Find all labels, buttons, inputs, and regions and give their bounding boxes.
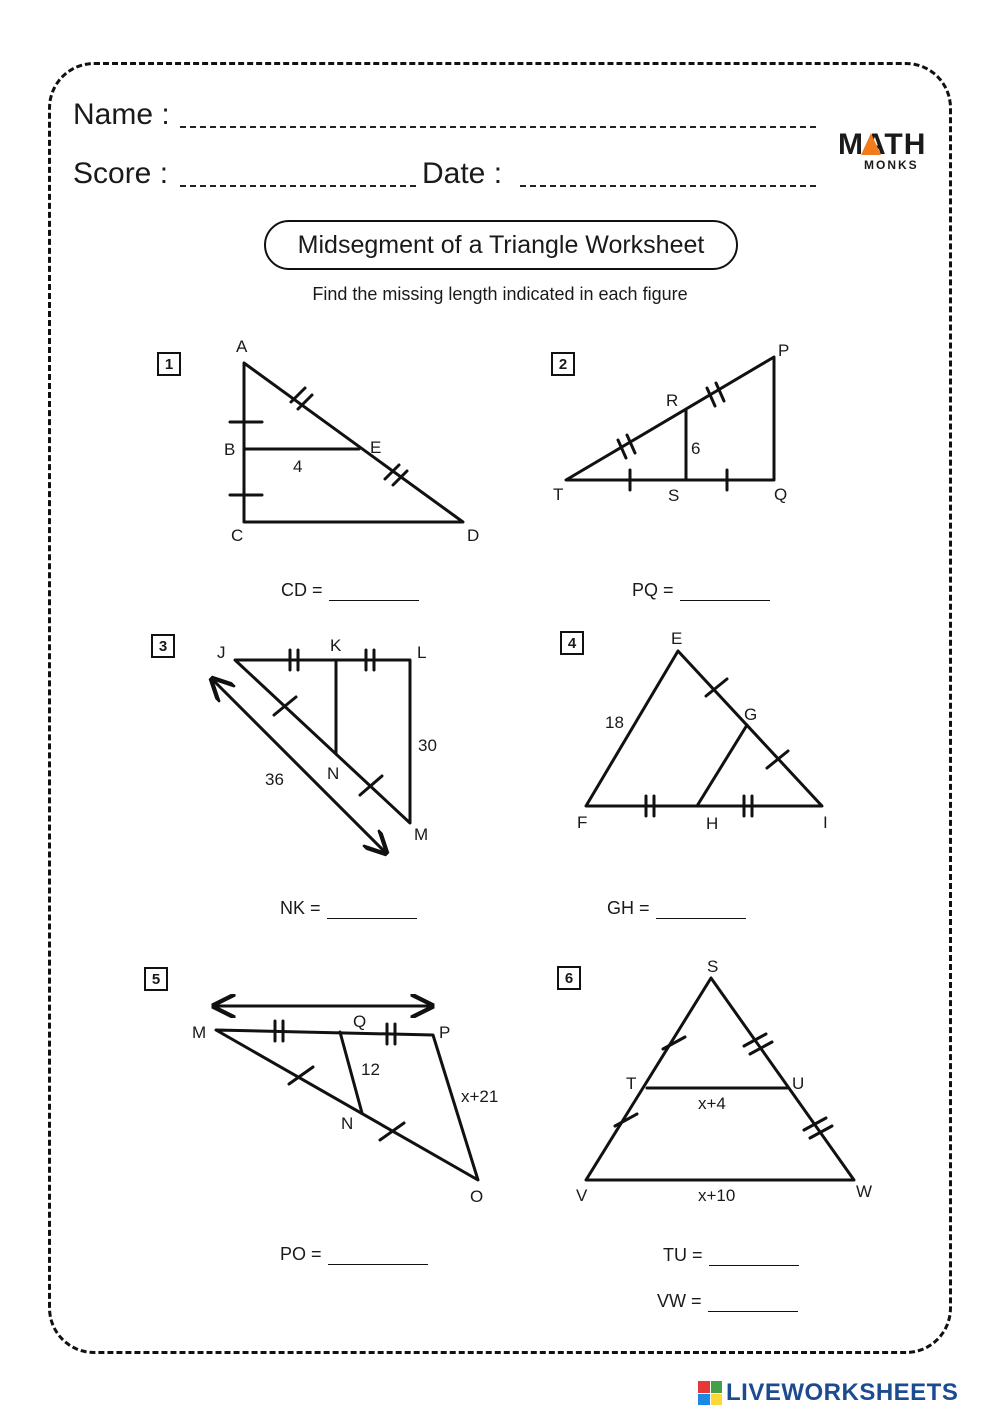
fig1-label-c: C [231, 526, 244, 545]
answer-cd: CD = [281, 580, 419, 601]
logo-sub-text: MONKS [864, 158, 919, 172]
fig3-value-lm: 30 [418, 736, 437, 755]
score-label: Score : [73, 157, 169, 190]
fig2-label-q: Q [774, 485, 788, 504]
fig6-label-u: U [792, 1074, 805, 1093]
fig2-label-s: S [668, 486, 680, 505]
fig3-label-m: M [414, 825, 429, 844]
answer-tu-input[interactable] [709, 1249, 799, 1266]
liveworksheets-text: LIVEWORKSHEETS [726, 1379, 959, 1406]
figure-3-triangle [212, 650, 410, 853]
fig5-value-qn: 12 [361, 1060, 380, 1079]
answer-vw: VW = [657, 1291, 798, 1312]
fig2-label-r: R [666, 391, 679, 410]
fig1-label-d: D [467, 526, 480, 545]
logo-main-text: MATH [838, 128, 927, 161]
fig5-label-q: Q [353, 1012, 367, 1031]
fig5-label-n: N [341, 1114, 354, 1133]
problem-number-4: 4 [560, 631, 584, 655]
fig1-label-b: B [224, 440, 236, 459]
problem-number-5: 5 [144, 967, 168, 991]
answer-pq: PQ = [632, 580, 770, 601]
fig4-label-i: I [823, 813, 828, 832]
fig2-label-t: T [553, 485, 564, 504]
worksheet-title: Midsegment of a Triangle Worksheet [264, 220, 738, 270]
fig1-label-e: E [370, 438, 382, 457]
figure-4-triangle [586, 651, 822, 816]
answer-po-input[interactable] [328, 1248, 428, 1265]
fig6-value-tu: x+4 [698, 1094, 726, 1113]
fig4-label-g: G [744, 705, 758, 724]
fig5-label-o: O [470, 1187, 484, 1206]
fig4-label-e: E [671, 629, 683, 648]
problem-number-6: 6 [557, 966, 581, 990]
fig3-label-k: K [330, 636, 342, 655]
answer-pq-input[interactable] [680, 584, 770, 601]
answer-vw-input[interactable] [708, 1295, 798, 1312]
fig5-label-p: P [439, 1023, 451, 1042]
instructions: Find the missing length indicated in each figure [312, 284, 688, 304]
name-label: Name : [73, 98, 170, 131]
fig5-label-m: M [192, 1023, 207, 1042]
liveworksheets-logo-icon [698, 1381, 722, 1405]
fig4-label-f: F [577, 813, 588, 832]
fig6-label-s: S [707, 957, 719, 976]
fig2-value: 6 [691, 439, 701, 458]
answer-po: PO = [280, 1244, 428, 1265]
fig3-value-jm: 36 [265, 770, 284, 789]
fig6-label-w: W [856, 1182, 873, 1201]
answer-nk: NK = [280, 898, 417, 919]
fig1-value: 4 [293, 457, 303, 476]
fig3-label-l: L [417, 643, 427, 662]
problem-number-1: 1 [157, 352, 181, 376]
answer-gh: GH = [607, 898, 746, 919]
problem-number-3: 3 [151, 634, 175, 658]
answer-cd-input[interactable] [329, 584, 419, 601]
fig5-value-po: x+21 [461, 1087, 499, 1106]
figure-2-triangle [566, 357, 774, 490]
fig2-label-p: P [778, 341, 790, 360]
fig6-value-vw: x+10 [698, 1186, 736, 1205]
fig3-label-n: N [327, 764, 340, 783]
fig3-label-j: J [217, 643, 226, 662]
fig1-label-a: A [236, 337, 248, 356]
answer-nk-input[interactable] [327, 902, 417, 919]
fig6-label-v: V [576, 1186, 588, 1205]
answer-gh-input[interactable] [656, 902, 746, 919]
answer-tu: TU = [663, 1245, 799, 1266]
figure-1-triangle [230, 363, 463, 522]
liveworksheets-brand [698, 1378, 958, 1408]
fig4-value: 18 [605, 713, 624, 732]
problem-number-2: 2 [551, 352, 575, 376]
date-label: Date : [422, 157, 503, 190]
fig6-label-t: T [626, 1074, 637, 1093]
fig4-label-h: H [706, 814, 719, 833]
